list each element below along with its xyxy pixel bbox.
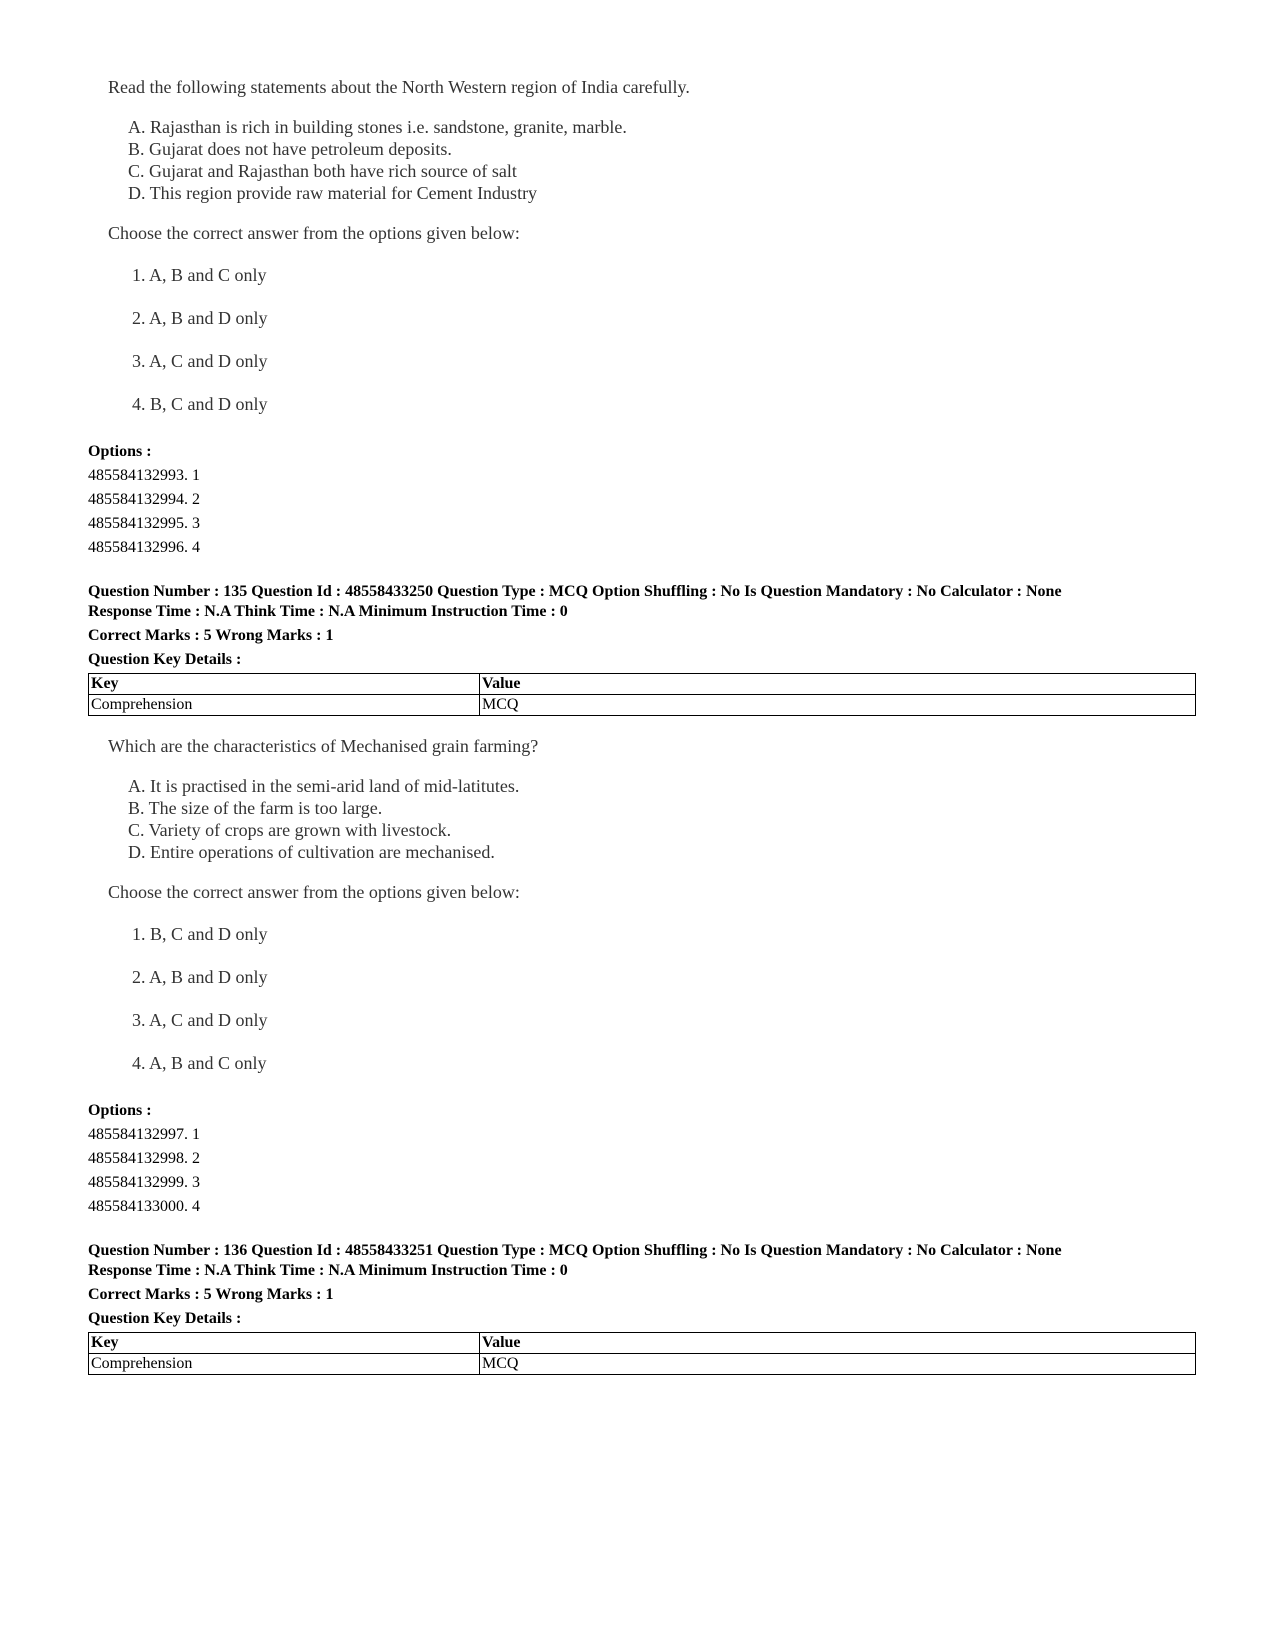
statement-item: C. Gujarat and Rajasthan both have rich source of salt xyxy=(128,161,517,181)
question-meta-135 xyxy=(88,582,1188,716)
question-marks-line: Correct Marks : 5 Wrong Marks : 1 xyxy=(88,1286,334,1303)
table-header-cell: Key xyxy=(89,1333,480,1354)
answer-item: 1. A, B and C only xyxy=(132,265,267,285)
option-line: 485584132995. 3 xyxy=(88,515,200,532)
statement-item: D. This region provide raw material for Cement Industry xyxy=(128,183,538,203)
answer-list xyxy=(108,264,690,415)
option-line: 485584132998. 2 xyxy=(88,1150,200,1167)
option-line: 485584132993. 1 xyxy=(88,467,200,484)
options-title: Options : xyxy=(88,1102,152,1119)
statement-list xyxy=(108,116,690,204)
options-title: Options : xyxy=(88,443,152,460)
table-cell: MCQ xyxy=(480,1354,1196,1375)
table-header-row xyxy=(89,1333,1196,1354)
question-image-135 xyxy=(108,735,538,1074)
statement-item: A. Rajasthan is rich in building stones i.e. sandstone, granite, marble. xyxy=(128,117,627,137)
table-cell: Comprehension xyxy=(89,695,480,716)
question-timing-line: Response Time : N.A Think Time : N.A Minimum Instruction Time : 0 xyxy=(88,603,568,620)
question-marks-line: Correct Marks : 5 Wrong Marks : 1 xyxy=(88,627,334,644)
table-header-cell: Key xyxy=(89,674,480,695)
question-key-table xyxy=(88,1332,1196,1375)
choose-instruction: Choose the correct answer from the options given below: xyxy=(108,223,520,243)
table-row xyxy=(89,695,1196,716)
question-header-line: Question Number : 135 Question Id : 48558433250 Question Type : MCQ Option Shuffling : No Is Question Mandatory : No Calculator : None xyxy=(88,583,1062,600)
question-meta-136 xyxy=(88,1241,1188,1375)
options-block-134 xyxy=(88,440,1188,560)
answer-item: 3. A, C and D only xyxy=(132,1010,268,1030)
answer-item: 1. B, C and D only xyxy=(132,924,268,944)
statement-item: D. Entire operations of cultivation are mechanised. xyxy=(128,842,495,862)
question-key-table xyxy=(88,673,1196,716)
question-key-title: Question Key Details : xyxy=(88,1310,242,1327)
statement-item: B. The size of the farm is too large. xyxy=(128,798,383,818)
answer-item: 4. A, B and C only xyxy=(132,1053,267,1073)
choose-instruction: Choose the correct answer from the options given below: xyxy=(108,882,520,902)
answer-item: 2. A, B and D only xyxy=(132,967,268,987)
option-line: 485584132996. 4 xyxy=(88,539,200,556)
table-cell: MCQ xyxy=(480,695,1196,716)
answer-list xyxy=(108,923,538,1074)
question-timing-line: Response Time : N.A Think Time : N.A Minimum Instruction Time : 0 xyxy=(88,1262,568,1279)
statement-list xyxy=(108,775,538,863)
option-line: 485584132997. 1 xyxy=(88,1126,200,1143)
answer-item: 2. A, B and D only xyxy=(132,308,268,328)
question-stem: Read the following statements about the North Western region of India carefully. xyxy=(108,77,690,97)
option-line: 485584132994. 2 xyxy=(88,491,200,508)
answer-item: 3. A, C and D only xyxy=(132,351,268,371)
table-header-row xyxy=(89,674,1196,695)
option-line: 485584133000. 4 xyxy=(88,1198,200,1215)
question-header-line: Question Number : 136 Question Id : 48558433251 Question Type : MCQ Option Shuffling : No Is Question Mandatory : No Calculator : None xyxy=(88,1242,1062,1259)
option-line: 485584132999. 3 xyxy=(88,1174,200,1191)
statement-item: B. Gujarat does not have petroleum deposits. xyxy=(128,139,452,159)
question-key-title: Question Key Details : xyxy=(88,651,242,668)
statement-item: A. It is practised in the semi-arid land of mid-latitutes. xyxy=(128,776,520,796)
question-image-134 xyxy=(108,76,690,415)
answer-item: 4. B, C and D only xyxy=(132,394,268,414)
table-row xyxy=(89,1354,1196,1375)
table-header-cell: Value xyxy=(480,1333,1196,1354)
table-header-cell: Value xyxy=(480,674,1196,695)
question-stem: Which are the characteristics of Mechanised grain farming? xyxy=(108,736,539,756)
statement-item: C. Variety of crops are grown with livestock. xyxy=(128,820,452,840)
table-cell: Comprehension xyxy=(89,1354,480,1375)
options-block-135 xyxy=(88,1099,1188,1219)
